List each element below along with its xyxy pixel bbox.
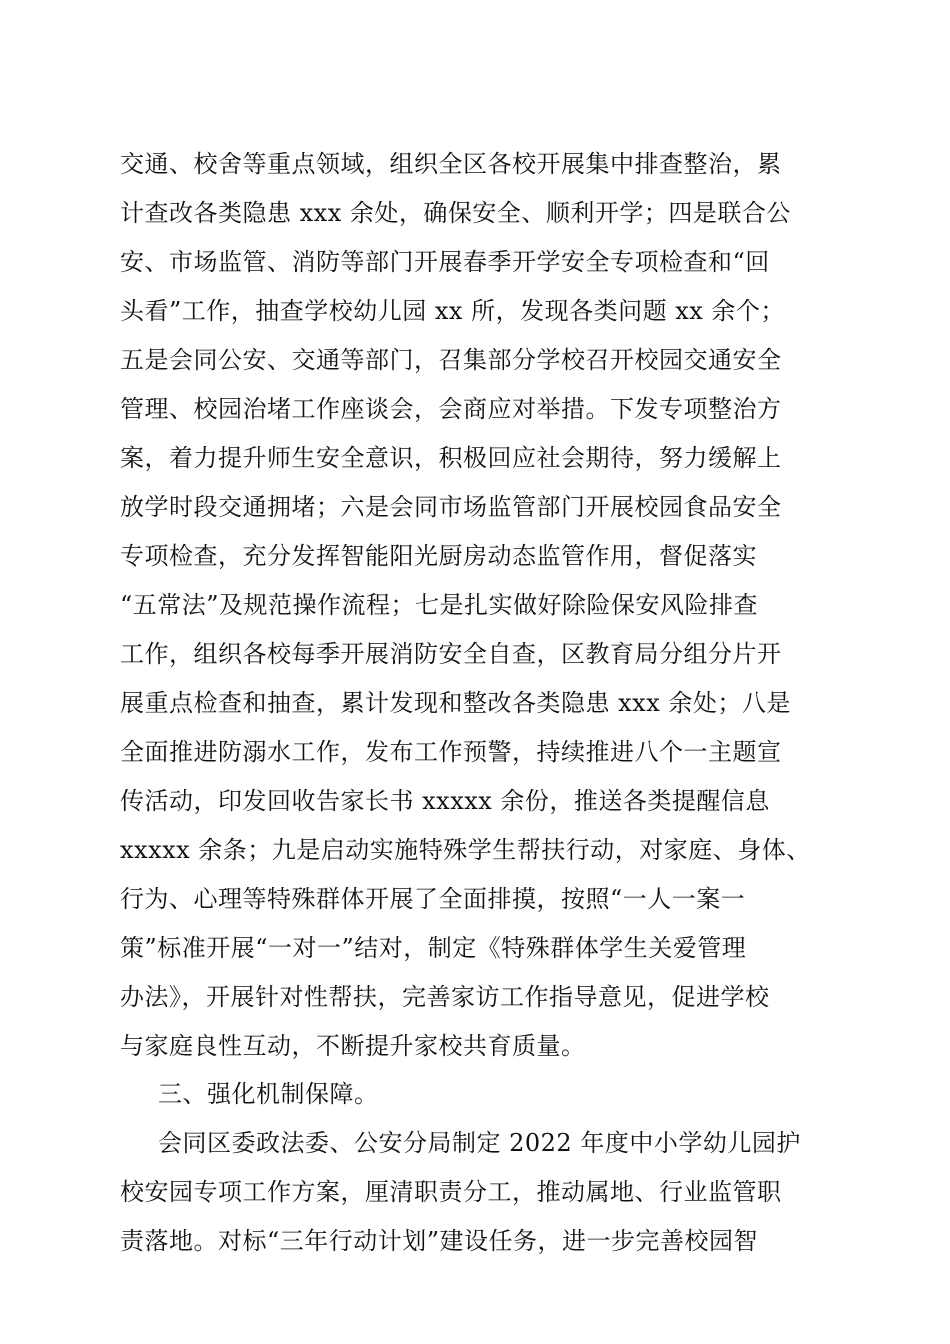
paragraph-line: 全面推进防溺水工作，发布工作预警，持续推进八个一主题宣 xyxy=(120,738,782,766)
paragraph-line: “五常法”及规范操作流程；七是扎实做好除险保安风险排查 xyxy=(120,591,759,619)
paragraph-line: 案，着力提升师生安全意识，积极回应社会期待，努力缓解上 xyxy=(120,444,782,472)
paragraph-line: 管理、校园治堵工作座谈会，会商应对举措。下发专项整治方 xyxy=(120,395,782,423)
paragraph-line: 放学时段交通拥堵；六是会同市场监管部门开展校园食品安全 xyxy=(120,493,782,521)
paragraph-line: 工作，组织各校每季开展消防安全自查，区教育局分组分片开 xyxy=(120,640,782,668)
paragraph-line: 与家庭良性互动，不断提升家校共育质量。 xyxy=(120,1032,586,1060)
paragraph-line: 展重点检查和抽查，累计发现和整改各类隐患 xxx 余处；八是 xyxy=(120,689,791,717)
paragraph-line: 计查改各类隐患 xxx 余处，确保安全、顺利开学；四是联合公 xyxy=(120,199,791,227)
paragraph-line: 策”标准开展“一对一”结对，制定《特殊群体学生关爱管理 xyxy=(120,934,747,962)
section-heading: 三、强化机制保障。 xyxy=(158,1080,379,1108)
paragraph-line: 交通、校舍等重点领域，组织全区各校开展集中排查整治，累 xyxy=(120,150,782,178)
paragraph-line: xxxxx 余条；九是启动实施特殊学生帮扶行动，对家庭、身体、 xyxy=(120,836,811,864)
paragraph-line: 专项检查，充分发挥智能阳光厨房动态监管作用，督促落实 xyxy=(120,542,757,570)
paragraph-line: 责落地。对标“三年行动计划”建设任务，进一步完善校园智 xyxy=(120,1227,759,1255)
paragraph-line: 头看”工作，抽查学校幼儿园 xx 所，发现各类问题 xx 余个； xyxy=(120,297,785,325)
paragraph-line: 五是会同公安、交通等部门，召集部分学校召开校园交通安全 xyxy=(120,346,782,374)
paragraph-line: 办法》，开展针对性帮扶，完善家访工作指导意见，促进学校 xyxy=(120,983,770,1011)
paragraph-line: 安、市场监管、消防等部门开展春季开学安全专项检查和“回 xyxy=(120,248,770,276)
paragraph-line: 会同区委政法委、公安分局制定 2022 年度中小学幼儿园护 xyxy=(158,1129,801,1157)
paragraph-line: 行为、心理等特殊群体开展了全面排摸，按照“一人一案一 xyxy=(120,885,746,913)
paragraph-line: 传活动，印发回收告家长书 xxxxx 余份，推送各类提醒信息 xyxy=(120,787,770,815)
paragraph-line: 校安园专项工作方案，厘清职责分工，推动属地、行业监管职 xyxy=(120,1178,782,1206)
